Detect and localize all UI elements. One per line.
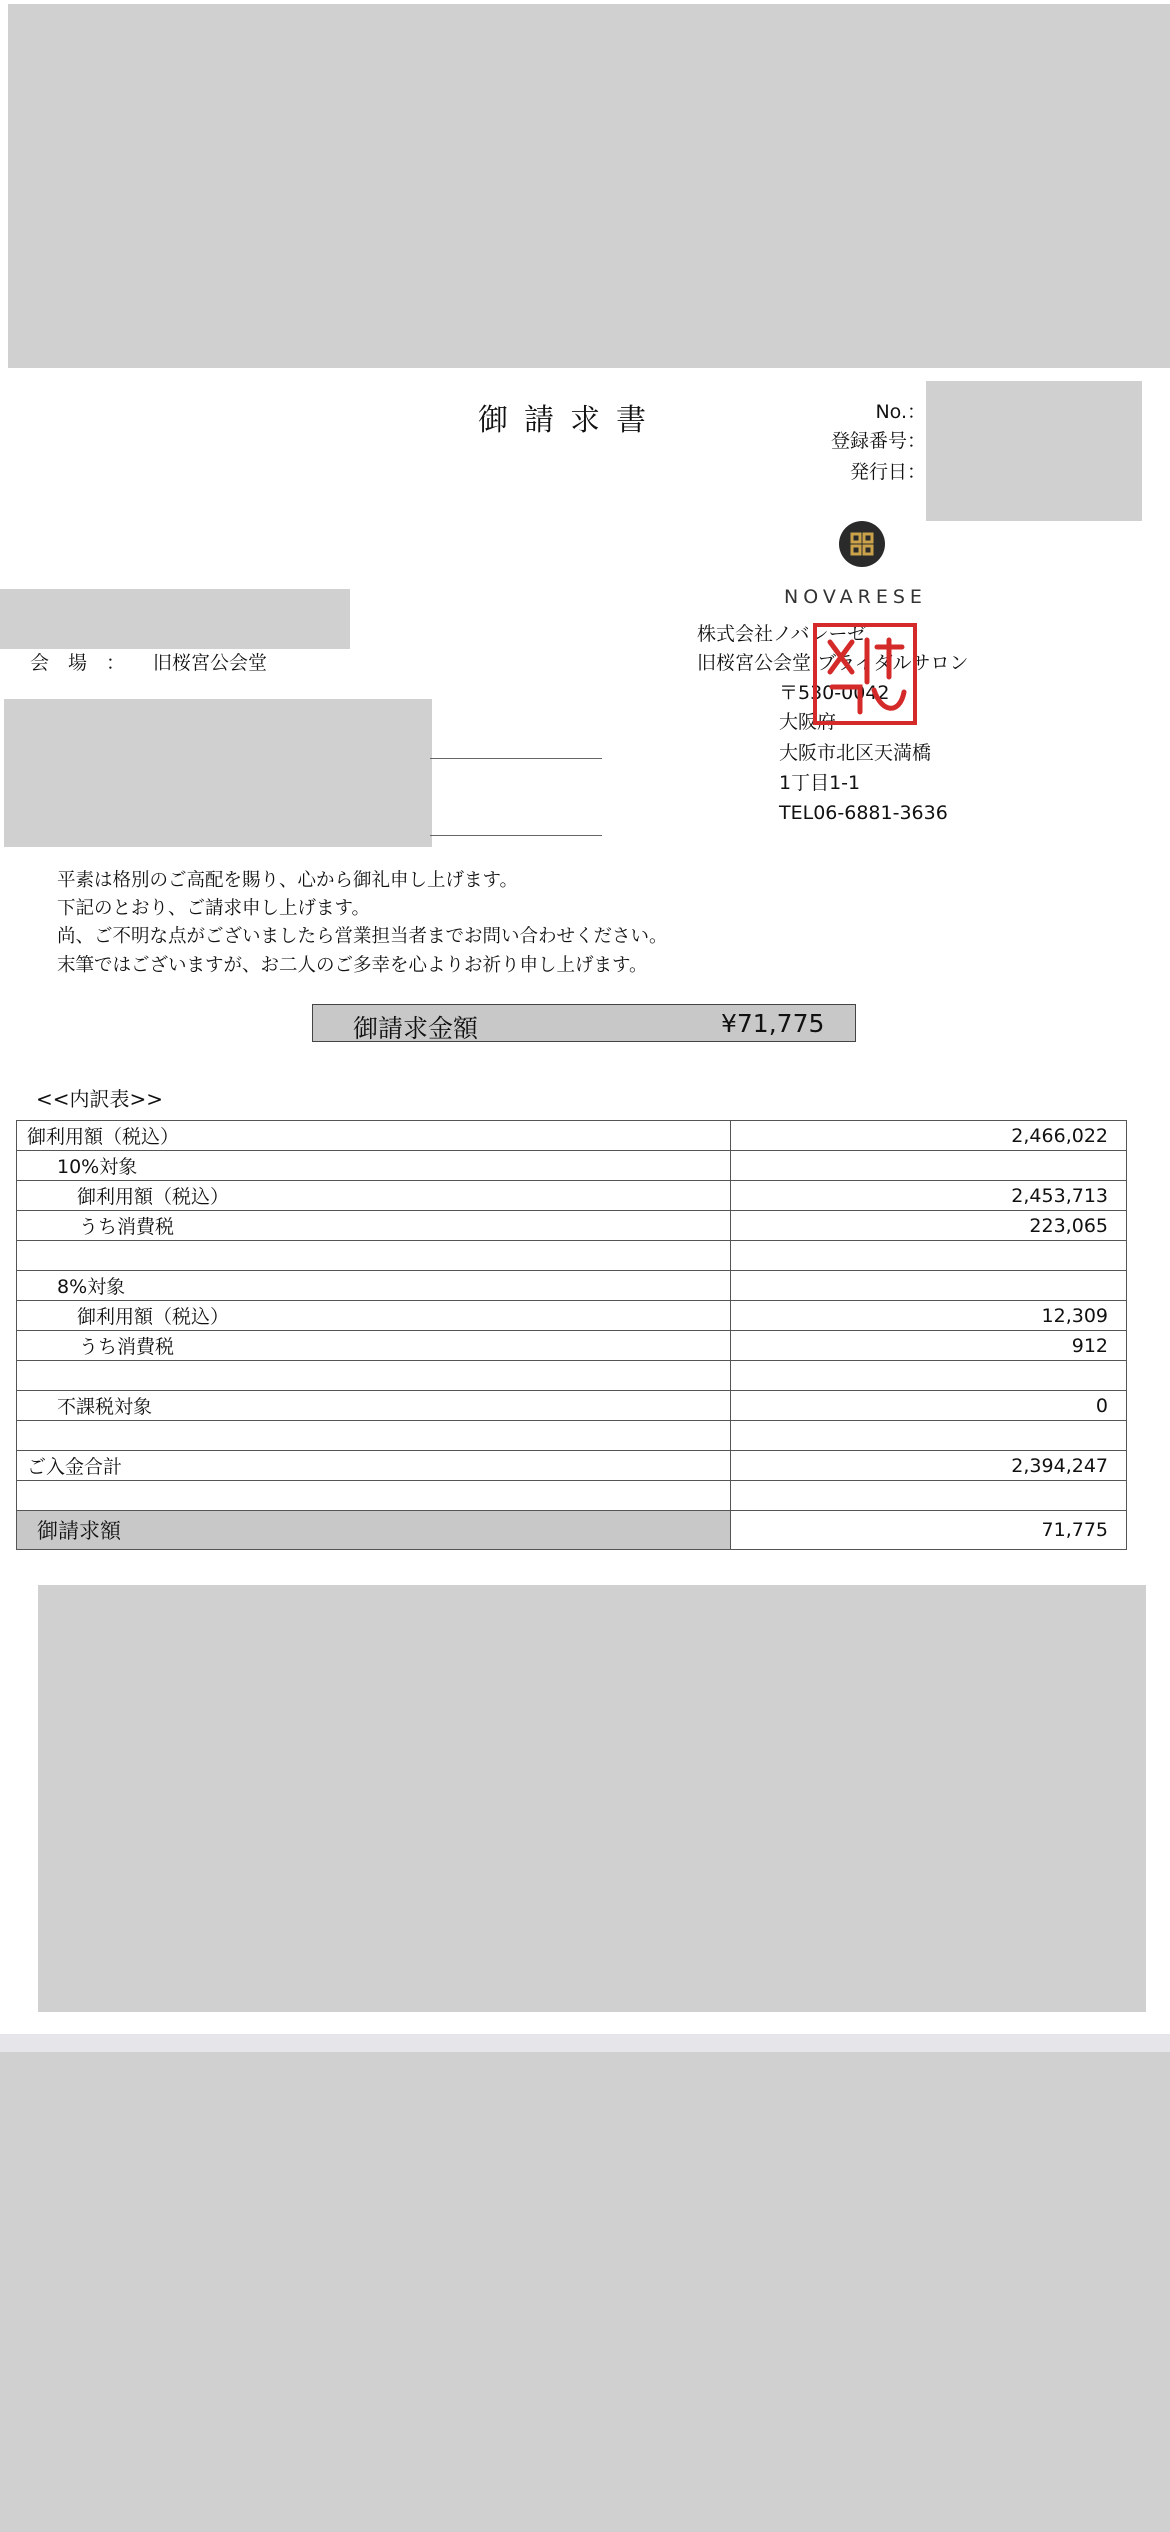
table-row	[17, 1121, 1127, 1151]
row-value	[731, 1241, 1127, 1271]
row-label: うち消費税	[17, 1211, 731, 1241]
registration-number-label: 登録番号：	[830, 430, 926, 452]
page-separator	[0, 2034, 1170, 2052]
breakdown-heading: <<内訳表>>	[36, 1087, 164, 1111]
table-row	[17, 1361, 1127, 1391]
venue-label: 会 場 ：	[30, 652, 126, 674]
table-row	[17, 1331, 1127, 1361]
venue-value: 旧桜宮公会堂	[153, 652, 268, 674]
table-row-total	[17, 1511, 1127, 1550]
row-value: 2,453,713	[731, 1181, 1127, 1211]
row-label	[17, 1421, 731, 1451]
invoice-no-label: No.：	[875, 401, 926, 423]
table-row	[17, 1241, 1127, 1271]
company-branch: 旧桜宮公会堂 ブライダルサロン	[697, 652, 969, 674]
row-label: うち消費税	[17, 1331, 731, 1361]
row-value	[731, 1151, 1127, 1181]
address-underline-2	[430, 835, 602, 836]
table-row	[17, 1271, 1127, 1301]
row-value	[731, 1421, 1127, 1451]
row-label: 8%対象	[17, 1271, 731, 1301]
row-label: 不課税対象	[17, 1391, 731, 1421]
table-row	[17, 1421, 1127, 1451]
company-seal-stamp	[812, 622, 918, 726]
row-label: 10%対象	[17, 1151, 731, 1181]
row-value	[731, 1361, 1127, 1391]
greeting-line-3: 尚、ご不明な点がございましたら営業担当者までお問い合わせください。	[57, 926, 668, 947]
table-row	[17, 1211, 1127, 1241]
row-label	[17, 1361, 731, 1391]
row-label: 御利用額（税込）	[17, 1181, 731, 1211]
greeting-line-4: 末筆ではございますが、お二人のご多幸を心よりお祈り申し上げます。	[57, 955, 648, 976]
redacted-recipient-address	[4, 699, 432, 847]
row-value: 223,065	[731, 1211, 1127, 1241]
row-label: ご入金合計	[17, 1451, 731, 1481]
row-value	[731, 1271, 1127, 1301]
row-value: 12,309	[731, 1301, 1127, 1331]
company-city: 大阪市北区天満橋	[779, 742, 932, 764]
row-label	[17, 1241, 731, 1271]
row-value	[731, 1481, 1127, 1511]
brand-wordmark: NOVARESE	[784, 586, 927, 608]
redacted-next-page	[0, 2052, 1170, 2532]
row-value: 2,394,247	[731, 1451, 1127, 1481]
invoice-title: 御請求書	[478, 403, 662, 438]
row-value: 0	[731, 1391, 1127, 1421]
row-value: 912	[731, 1331, 1127, 1361]
billing-amount-box	[312, 1004, 856, 1042]
row-value: 71,775	[731, 1511, 1127, 1550]
greeting-line-2: 下記のとおり、ご請求申し上げます。	[57, 898, 371, 919]
row-value: 2,466,022	[731, 1121, 1127, 1151]
company-block: 1丁目1-1	[779, 772, 861, 794]
billing-amount-value: ¥71,775	[721, 1009, 825, 1038]
billing-amount-label: 御請求金額	[353, 1014, 479, 1043]
redacted-notes-block	[38, 1585, 1146, 2012]
redacted-header-block	[8, 4, 1170, 368]
company-name: 株式会社ノバレーゼ	[697, 623, 867, 645]
breakdown-table	[16, 1120, 1127, 1550]
issue-date-label: 発行日：	[849, 461, 926, 483]
greeting-line-1: 平素は格別のご高配を賜り、心から御礼申し上げます。	[57, 870, 519, 891]
table-row	[17, 1181, 1127, 1211]
address-underline-1	[430, 758, 602, 759]
row-label: 御利用額（税込）	[17, 1301, 731, 1331]
novarese-logo-icon	[838, 520, 886, 568]
redacted-invoice-meta	[926, 381, 1142, 521]
table-row	[17, 1301, 1127, 1331]
row-label: 御利用額（税込）	[17, 1121, 731, 1151]
table-row	[17, 1481, 1127, 1511]
company-tel: TEL06-6881-3636	[779, 802, 948, 824]
table-row	[17, 1151, 1127, 1181]
company-prefecture: 大阪府	[779, 711, 837, 733]
row-label	[17, 1481, 731, 1511]
table-row	[17, 1451, 1127, 1481]
row-label: 御請求額	[17, 1511, 731, 1550]
company-postal: 〒530-0042	[779, 682, 890, 704]
table-row	[17, 1391, 1127, 1421]
redacted-recipient-name	[0, 589, 350, 649]
